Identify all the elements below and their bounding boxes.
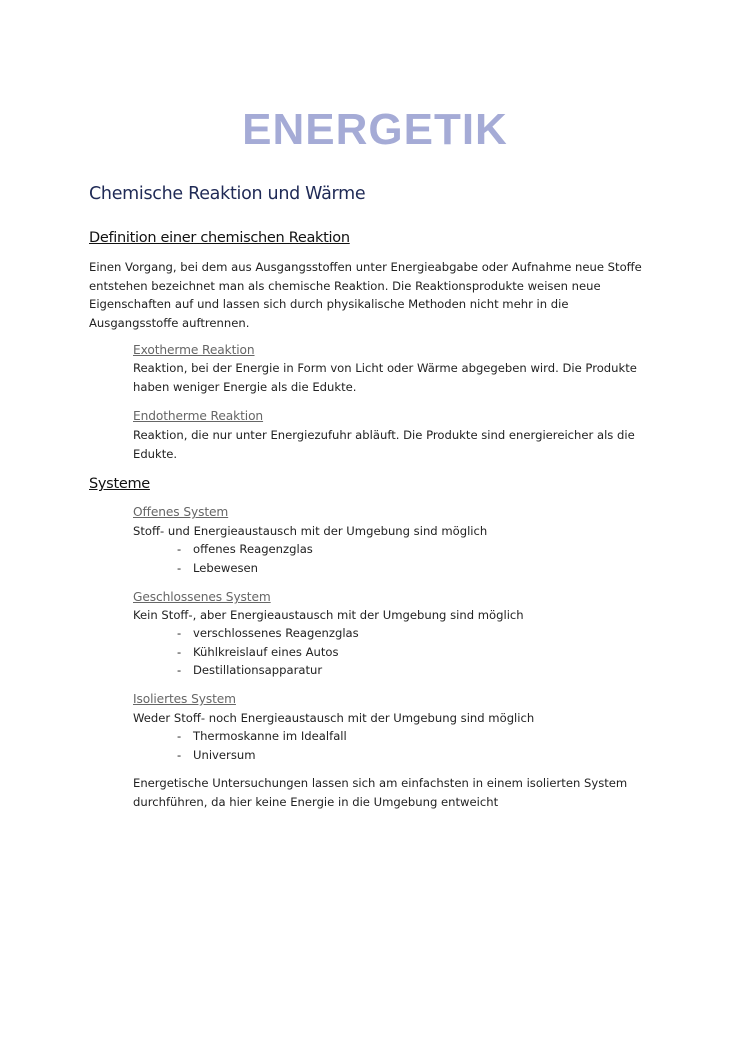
dash-bullet: -	[177, 644, 182, 659]
endotherm-heading: Endotherme Reaktion	[133, 409, 264, 423]
list-item: - Universum	[177, 746, 347, 765]
offen-heading: Offenes System	[133, 505, 229, 519]
list-item: - Lebewesen	[177, 559, 313, 578]
geschlossen-heading: Geschlossenes System	[133, 590, 271, 604]
definition-text: Einen Vorgang, bei dem aus Ausgangsstoffen unter Energieabgabe oder Aufnahme neue Stoffe entstehen bezeichnet man als chemische Reaktion. Die Reaktionsprodukte weisen neue Eigenschaften auf und lassen sich durch physikalische Methoden nicht mehr in die Ausgangsstoffe auftrennen.	[89, 260, 642, 330]
dash-bullet: -	[177, 626, 182, 640]
isoliert-list	[177, 727, 347, 764]
conclusion-text: Energetische Untersuchungen lassen sich am einfachsten in einem isolierten System durchführen, da hier keine Energie in die Umgebung entweicht	[133, 776, 628, 809]
geschlossen-list	[177, 624, 359, 680]
page-title: ENERGETIK	[242, 105, 508, 154]
section-heading: Chemische Reaktion und Wärme	[89, 184, 366, 204]
dash-bullet: -	[177, 729, 182, 743]
exotherm-text: Reaktion, bei der Energie in Form von Licht oder Wärme abgegeben wird. Die Produkte haben weniger Energie als die Edukte.	[133, 361, 637, 394]
list-item: - Thermoskanne im Idealfall	[177, 727, 347, 746]
endotherm-text: Reaktion, die nur unter Energiezufuhr abläuft. Die Produkte sind energiereicher als die Edukte.	[133, 428, 635, 461]
isoliert-heading: Isoliertes System	[133, 692, 236, 706]
isoliert-text: Weder Stoff- noch Energieaustausch mit der Umgebung sind möglich	[133, 711, 535, 725]
list-item: - offenes Reagenzglas	[177, 540, 313, 559]
systeme-heading: Systeme	[89, 476, 150, 492]
offen-list	[177, 540, 313, 577]
exotherm-heading: Exotherme Reaktion	[133, 343, 255, 357]
dash-bullet: -	[177, 747, 182, 762]
offen-text: Stoff- und Energieaustausch mit der Umgebung sind möglich	[133, 524, 488, 538]
list-item: - Destillationsapparatur	[177, 661, 359, 680]
dash-bullet: -	[177, 663, 182, 677]
geschlossen-text: Kein Stoff-, aber Energieaustausch mit der Umgebung sind möglich	[133, 608, 524, 622]
dash-bullet: -	[177, 542, 182, 556]
list-item: - Kühlkreislauf eines Autos	[177, 643, 359, 662]
dash-bullet: -	[177, 560, 182, 575]
list-item: - verschlossenes Reagenzglas	[177, 624, 359, 643]
definition-heading: Definition einer chemischen Reaktion	[89, 230, 350, 246]
